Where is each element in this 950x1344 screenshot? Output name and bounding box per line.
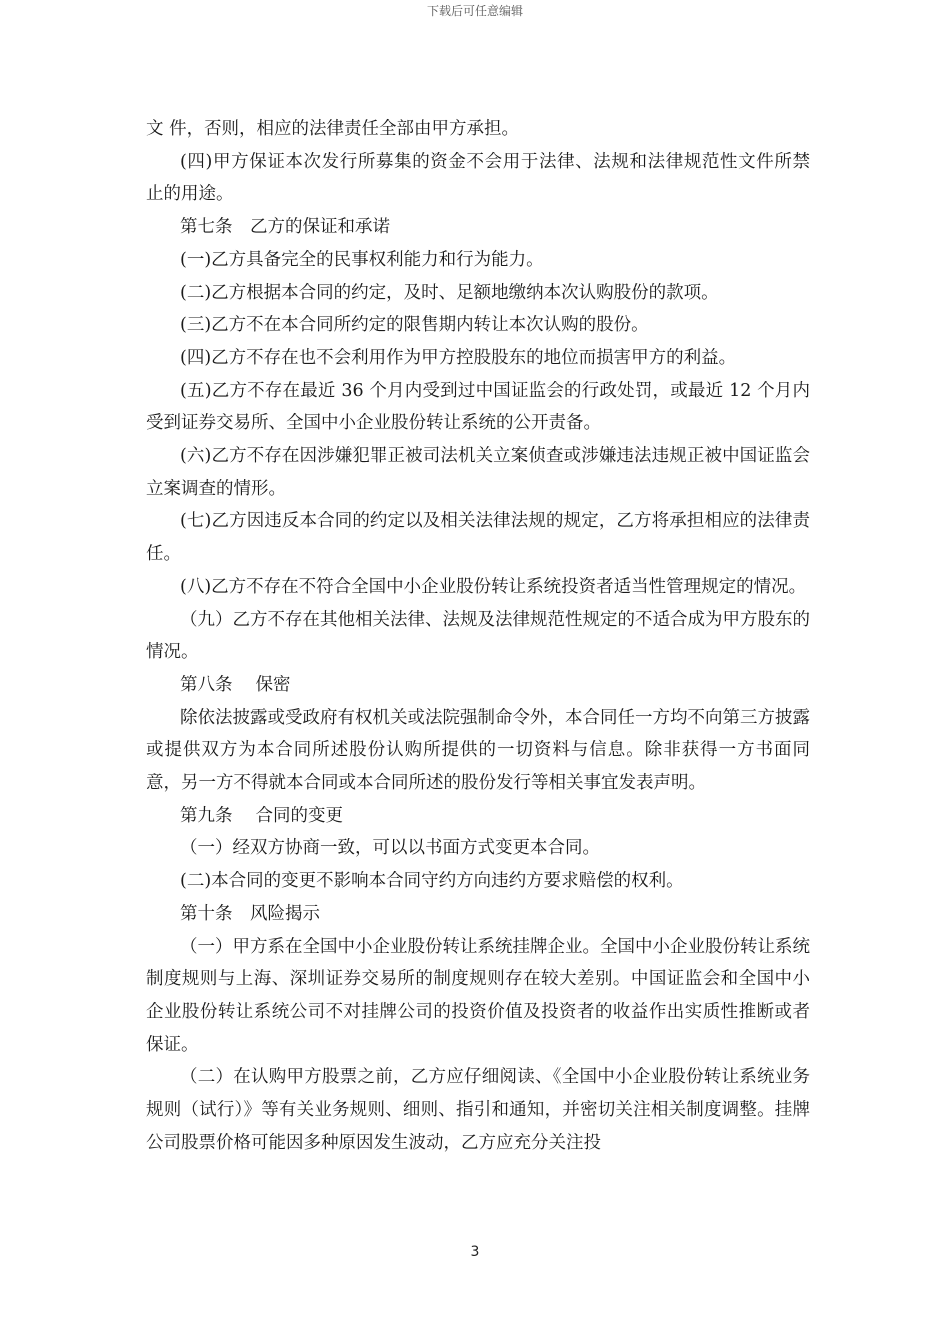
paragraph: (一)乙方具备完全的民事权利能力和行为能力。 [180, 249, 544, 270]
paragraph: (四)甲方保证本次发行所募集的资金不会用于法律、法规和法律规范性文件所禁 止的用途。 [146, 151, 810, 205]
paragraph: (二)本合同的变更不影响本合同守约方向违约方要求赔偿的权利。 [180, 871, 684, 892]
section-heading: 第八条 保密 [180, 674, 291, 695]
page-header: 下载后可任意编辑 [426, 4, 523, 18]
paragraph: (二)乙方根据本合同的约定，及时、足额地缴纳本次认购股份的款项。 [180, 282, 719, 303]
paragraph: 除依法披露或受政府有权机关或法院强制命令外，本合同任一方均不向第三方披露或提供双方为本合同所述股份认购所提供的一切资料与信息。除非获得一方书面同意，另一方不得就本合同或本合同所述的股份发行等相关事宜发表声明。 [146, 707, 810, 794]
paragraph: (八)乙方不存在不符合全国中小企业股份转让系统投资者适当性管理规定的情况。 [180, 576, 807, 597]
paragraph: (七)乙方因违反本合同的约定以及相关法律法规的规定，乙方将承担相应的法律责任。 [146, 511, 810, 565]
paragraph: (四)乙方不存在也不会利用作为甲方控股股东的地位而损害甲方的利益。 [180, 347, 737, 368]
document-body [146, 113, 810, 1160]
paragraph: (五)乙方不存在最近 36 个月内受到过中国证监会的行政处罚，或最近 12 个月内受到证券交易所、全国中小企业股份转让系统的公开责备。 [146, 380, 810, 434]
section-heading: 第九条 合同的变更 [180, 805, 344, 826]
paragraph: （一）经双方协商一致，可以以书面方式变更本合同。 [180, 838, 600, 859]
paragraph: （一）甲方系在全国中小企业股份转让系统挂牌企业。全国中小企业股份转让系统制度规则与上海、深圳证券交易所的制度规则存在较大差别。中国证监会和全国中小企业股份转让系统公司不对挂牌公司的投资价值及投资者的收益作出实质性推断或者保证。 [146, 936, 810, 1055]
paragraph: (三)乙方不在本合同所约定的限售期内转让本次认购的股份。 [180, 315, 649, 336]
paragraph: 文 件，否则，相应的法律责任全部由甲方承担。 [146, 119, 520, 139]
paragraph: （二）在认购甲方股票之前，乙方应仔细阅读、《全国中小企业股份转让系统业务规则（试行）》等有关业务规则、细则、指引和通知，并密切关注相关制度调整。挂牌公司股票价格可能因多种原因发生波动，乙方应充分关注投 [146, 1067, 810, 1153]
page-number: 3 [470, 1244, 480, 1260]
paragraph: (六)乙方不存在因涉嫌犯罪正被司法机关立案侦查或涉嫌违法违规正被中国证监会立案调查的情形。 [146, 446, 810, 499]
section-heading: 第十条 风险揭示 [180, 903, 320, 924]
paragraph: （九）乙方不存在其他相关法律、法规及法律规范性规定的不适合成为甲方股东的情况。 [146, 609, 810, 663]
section-heading: 第七条 乙方的保证和承诺 [180, 217, 390, 238]
